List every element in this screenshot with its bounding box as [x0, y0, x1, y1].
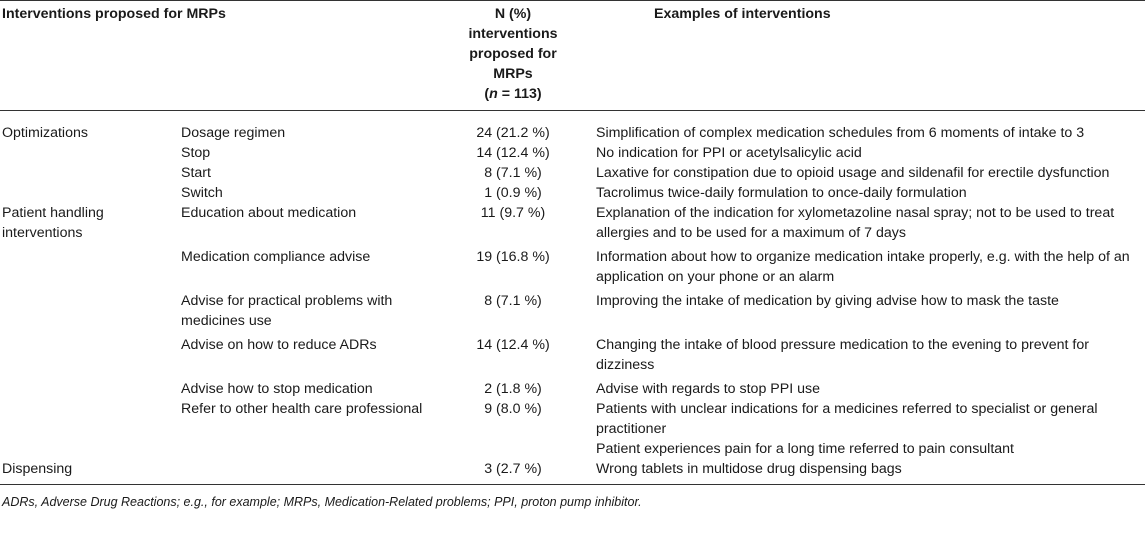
- type-cell: Medication compliance advise: [181, 249, 371, 265]
- category-cell: [0, 375, 178, 399]
- count-cell: 14 (12.4 %): [476, 145, 550, 161]
- count-cell: 3 (2.7 %): [440, 459, 586, 485]
- table-row: [0, 243, 1145, 287]
- table-body: [0, 111, 1145, 485]
- example-cell: Improving the intake of medication by giving advise how to mask the taste: [596, 293, 1059, 309]
- count-cell: 8 (7.1 %): [484, 293, 542, 309]
- category-cell: Patient handling interventions: [2, 205, 104, 241]
- table-row: [0, 287, 1145, 331]
- table-footnote: ADRs, Adverse Drug Reactions; e.g., for example; MRPs, Medication-Related problems; PPI, proton pump inhibitor.: [2, 495, 642, 509]
- table-row: [0, 143, 1145, 163]
- type-cell: [178, 439, 440, 459]
- count-cell: 19 (16.8 %): [476, 249, 550, 265]
- table-row: [0, 399, 1145, 439]
- category-cell: [0, 439, 178, 459]
- category-cell: [0, 331, 178, 375]
- type-cell: Dosage regimen: [181, 125, 286, 141]
- type-cell: [178, 459, 440, 485]
- header-n: N (%) interventions proposed for MRPs (n = 113): [440, 1, 586, 111]
- example-cell: Explanation of the indication for xylometazoline nasal spray; not to be used to treat allergies and to be used for a maximum of 7 days: [596, 205, 1115, 241]
- count-cell: 24 (21.2 %): [476, 125, 550, 141]
- type-cell: Switch: [181, 185, 223, 201]
- category-cell: [0, 287, 178, 331]
- header-examples: Examples of interventions: [586, 1, 1145, 111]
- example-cell: Changing the intake of blood pressure medication to the evening to prevent for dizziness: [596, 337, 1089, 373]
- table-row: [0, 439, 1145, 459]
- category-cell: [0, 183, 178, 203]
- table-row: [0, 111, 1145, 144]
- example-cell: Patients with unclear indications for a medicines referred to specialist or general practitioner: [596, 401, 1098, 437]
- type-cell: Education about medication: [181, 205, 357, 221]
- example-cell: No indication for PPI or acetylsalicylic acid: [596, 145, 862, 161]
- type-cell: Advise on how to reduce ADRs: [181, 337, 377, 353]
- header-category: Interventions proposed for MRPs: [0, 1, 440, 111]
- example-cell: Laxative for constipation due to opioid usage and sildenafil for erectile dysfunction: [596, 165, 1110, 181]
- table-row: [0, 163, 1145, 183]
- example-cell: Advise with regards to stop PPI use: [596, 381, 820, 397]
- count-cell: 11 (9.7 %): [480, 205, 546, 221]
- type-cell: Refer to other health care professional: [181, 401, 423, 417]
- count-cell: 2 (1.8 %): [484, 381, 542, 397]
- type-cell: Start: [181, 165, 211, 181]
- table-row: [0, 459, 1145, 485]
- category-cell: Dispensing: [0, 459, 178, 485]
- type-cell: Advise for practical problems with medicines use: [181, 293, 393, 329]
- table-row: [0, 183, 1145, 203]
- category-cell: [0, 399, 178, 439]
- table-row: [0, 203, 1145, 243]
- example-cell: Information about how to organize medication intake properly, e.g. with the help of an application on your phone or an alarm: [596, 249, 1130, 285]
- count-cell: 14 (12.4 %): [476, 337, 550, 353]
- type-cell: Stop: [181, 145, 211, 161]
- example-cell: Tacrolimus twice-daily formulation to once-daily formulation: [596, 185, 967, 201]
- count-cell: [440, 439, 586, 459]
- table-header: [0, 1, 1145, 111]
- type-cell: Advise how to stop medication: [181, 381, 373, 397]
- table-row: [0, 375, 1145, 399]
- example-cell: Patient experiences pain for a long time referred to pain consultant: [596, 441, 1014, 457]
- table-row: [0, 331, 1145, 375]
- example-cell: Simplification of complex medication schedules from 6 moments of intake to 3: [596, 125, 1085, 141]
- category-cell: [0, 143, 178, 163]
- category-cell: [0, 163, 178, 183]
- example-cell: Wrong tablets in multidose drug dispensing bags: [586, 459, 1145, 485]
- count-cell: 9 (8.0 %): [484, 401, 542, 417]
- category-cell: Optimizations: [2, 125, 88, 141]
- count-cell: 8 (7.1 %): [484, 165, 542, 181]
- category-cell: [0, 243, 178, 287]
- count-cell: 1 (0.9 %): [484, 185, 542, 201]
